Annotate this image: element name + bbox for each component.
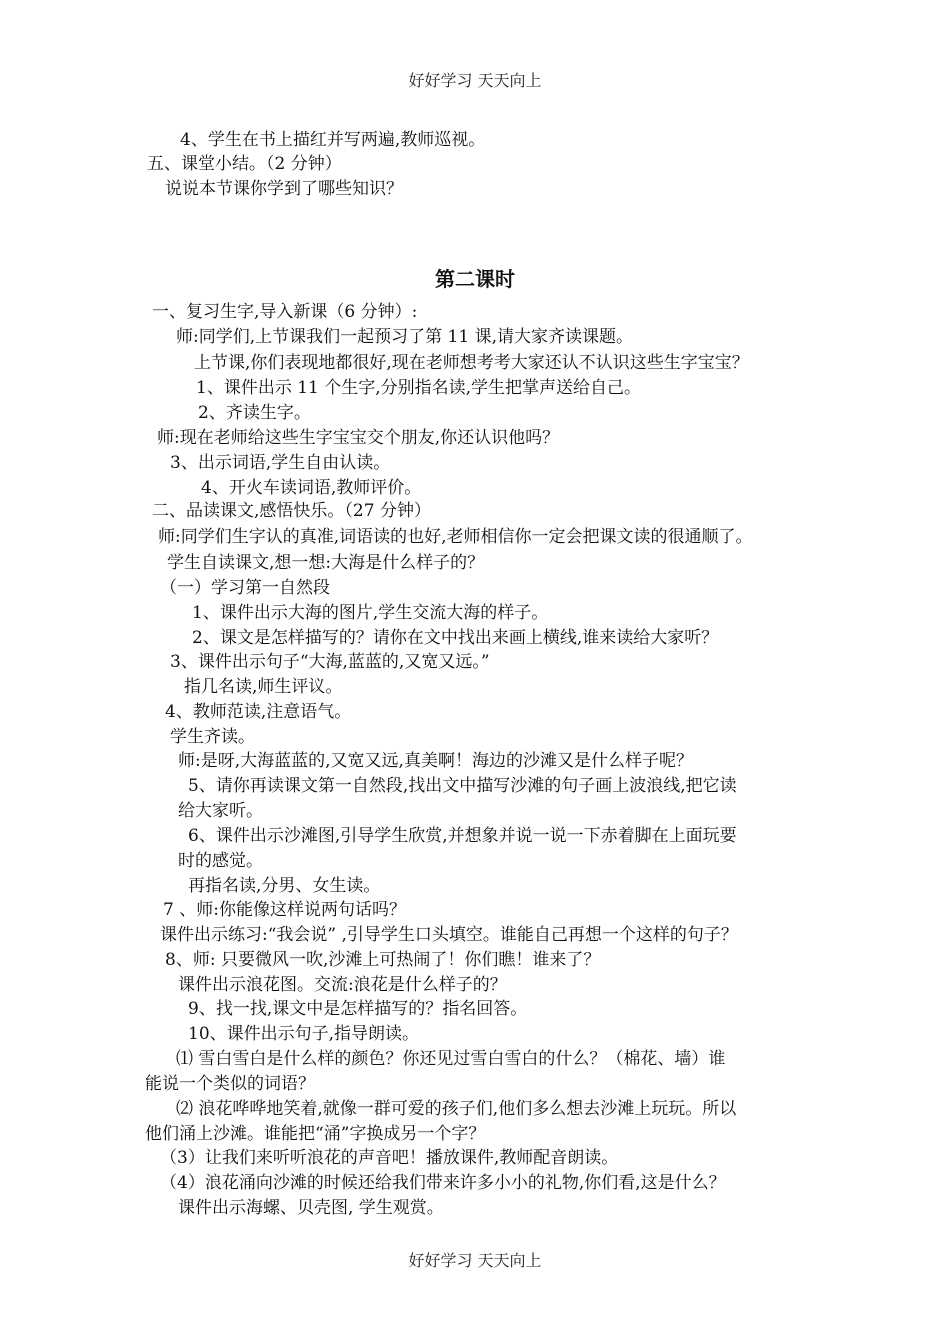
text-line: 师:同学们生字认的真准,词语读的也好,老师相信你一定会把课文读的很通顺了。	[158, 527, 753, 547]
text-line: 再指名读,分男、女生读。	[188, 876, 381, 896]
text-line: 说说本节课你学到了哪些知识？	[165, 179, 403, 199]
text-line: 课件出示海螺、贝壳图, 学生观赏。	[178, 1198, 444, 1218]
text-line: 1、课件出示大海的图片,学生交流大海的样子。	[192, 603, 549, 623]
text-line: 能说一个类似的词语？	[145, 1074, 315, 1094]
text-line: 指几名读,师生评议。	[184, 677, 343, 697]
text-line: ⑴ 雪白雪白是什么样的颜色？你还见过雪白雪白的什么？（棉花、墙）谁	[176, 1049, 726, 1069]
text-line: ⑵ 浪花哗哗地笑着,就像一群可爱的孩子们,他们多么想去沙滩上玩玩。所以	[176, 1099, 737, 1119]
text-line: 2、齐读生字。	[198, 403, 311, 423]
section-heading: 五、课堂小结。（2 分钟）	[147, 154, 342, 174]
text-line: 学生自读课文,想一想:大海是什么样子的？	[167, 553, 485, 573]
section-heading: 一、复习生字,导入新课（6 分钟）:	[152, 302, 418, 322]
text-line: 3、出示词语,学生自由认读。	[170, 453, 391, 473]
section-heading: 二、品读课文,感悟快乐。（27 分钟）	[152, 501, 431, 521]
text-line: 10、课件出示句子,指导朗读。	[188, 1024, 420, 1044]
text-line: 上节课,你们表现地都很好,现在老师想考考大家还认不认识这些生字宝宝？	[194, 353, 749, 373]
text-line: 时的感觉。	[178, 851, 263, 871]
text-line: 8、师: 只要微风一吹,沙滩上可热闹了！你们瞧！谁来了？	[165, 950, 601, 970]
text-line: 1、课件出示 11 个生字,分别指名读,学生把掌声送给自己。	[196, 378, 642, 398]
text-line: 9、找一找,课文中是怎样描写的？指名回答。	[188, 999, 528, 1019]
text-line: （4）浪花涌向沙滩的时候还给我们带来许多小小的礼物,你们看,这是什么？	[160, 1173, 726, 1193]
text-line: 给大家听。	[178, 801, 263, 821]
text-line: 4、教师范读,注意语气。	[165, 702, 352, 722]
text-line: 师:同学们,上节课我们一起预习了第 11 课,请大家齐读课题。	[176, 327, 633, 347]
text-line: 2、课文是怎样描写的？请你在文中找出来画上横线,谁来读给大家听？	[192, 628, 719, 648]
lesson-title: 第二课时	[435, 267, 515, 291]
text-line: 4、开火车读词语,教师评价。	[201, 478, 422, 498]
text-line: 他们涌上沙滩。谁能把“涌”字换成另一个字？	[145, 1124, 486, 1144]
text-line: （3）让我们来听听浪花的声音吧！播放课件,教师配音朗读。	[160, 1148, 619, 1168]
text-line: 7 、师:你能像这样说两句话吗？	[163, 900, 406, 920]
text-line: 课件出示练习:“我会说” ,引导学生口头填空。谁能自己再想一个这样的句子？	[160, 925, 738, 945]
text-line: 4、学生在书上描红并写两遍,教师巡视。	[180, 130, 486, 150]
text-line: 6、课件出示沙滩图,引导学生欣赏,并想象并说一说一下赤着脚在上面玩要	[188, 826, 737, 846]
text-line: 师:是呀,大海蓝蓝的,又宽又远,真美啊！海边的沙滩又是什么样子呢？	[178, 751, 693, 771]
page-footer: 好好学习 天天向上	[408, 1251, 542, 1270]
text-line: 5、请你再读课文第一自然段,找出文中描写沙滩的句子画上波浪线,把它读	[188, 776, 737, 796]
text-line: 课件出示浪花图。交流:浪花是什么样子的？	[178, 975, 507, 995]
text-line: 3、课件出示句子“大海,蓝蓝的,又宽又远。”	[170, 652, 490, 672]
text-line: 学生齐读。	[170, 727, 255, 747]
text-line: 师:现在老师给这些生字宝宝交个朋友,你还认识他吗？	[157, 428, 560, 448]
subsection-heading: （一）学习第一自然段	[160, 578, 330, 598]
page-header: 好好学习 天天向上	[408, 71, 542, 90]
